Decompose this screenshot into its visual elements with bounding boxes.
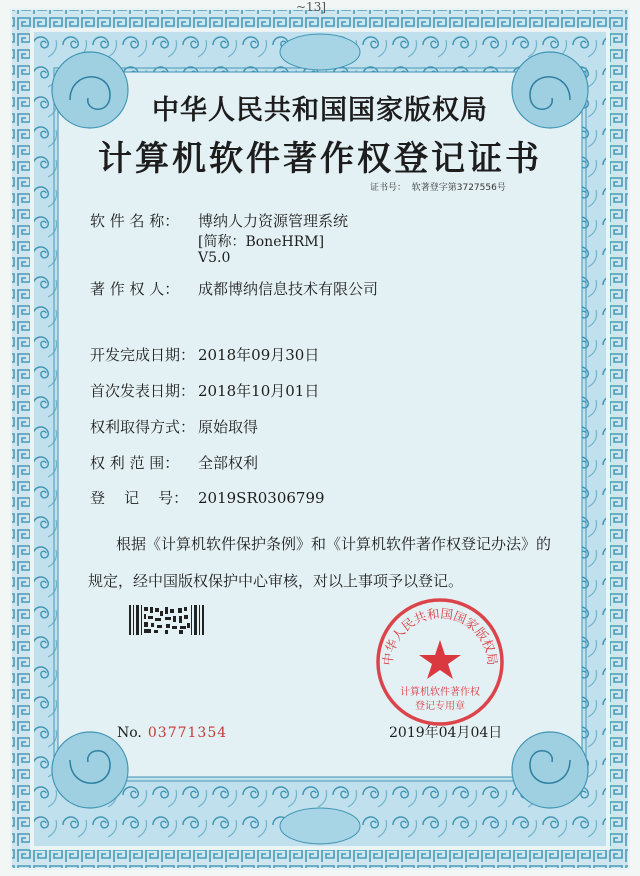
field-label: 权利取得方式： (90, 418, 196, 436)
field-label: 著 作 权 人： (90, 280, 180, 298)
field-copyright-owner (90, 278, 378, 299)
svg-text:中华人民共和国国家版权局: 中华人民共和国国家版权局 (379, 605, 501, 667)
svg-text:计算机软件著作权: 计算机软件著作权 (400, 687, 480, 698)
field-value: 2019SR0306799 (198, 489, 325, 507)
field-value: 成都博纳信息技术有限公司 (198, 280, 379, 298)
issuing-office: 中华人民共和国国家版权局 (152, 95, 488, 126)
field-completion-date (90, 344, 319, 365)
certificate-number: 证书号： 软著登字第3727556号 (370, 183, 506, 193)
field-first-publication-date (90, 380, 319, 401)
field-rights-scope (90, 452, 258, 473)
serial-number (117, 725, 227, 741)
statement-line-1: 根据《计算机软件保护条例》和《计算机软件著作权登记办法》的 (116, 535, 552, 553)
field-label: 权 利 范 围： (90, 454, 180, 472)
field-label: 登 记 号： (90, 489, 189, 507)
official-seal (370, 592, 510, 732)
field-label: 首次发表日期： (90, 382, 196, 400)
software-version: V5.0 (198, 250, 231, 266)
field-software-name (90, 210, 348, 231)
serial-value: 03771354 (147, 725, 228, 741)
software-short-name: [简称：BoneHRM] (198, 234, 325, 250)
field-label: 软 件 名 称： (90, 212, 180, 230)
field-value: 博纳人力资源管理系统 (198, 212, 349, 230)
handwritten-note: ~13] (296, 0, 327, 14)
field-acquisition-method (90, 416, 258, 437)
field-value: 原始取得 (198, 418, 259, 436)
serial-label: No. (117, 725, 142, 741)
issue-date: 2019年04月04日 (389, 725, 503, 741)
certificate-title: 计算机软件著作权登记证书 (98, 139, 542, 179)
field-value: 全部权利 (198, 454, 259, 472)
barcode (129, 605, 205, 635)
field-label: 开发完成日期： (90, 346, 196, 364)
field-value: 2018年09月30日 (198, 346, 320, 364)
statement-line-2: 规定，经中国版权保护中心审核，对以上事项予以登记。 (88, 572, 464, 590)
field-registration-number (90, 487, 325, 508)
field-value: 2018年10月01日 (198, 382, 320, 400)
svg-text:登记专用章: 登记专用章 (415, 701, 465, 712)
